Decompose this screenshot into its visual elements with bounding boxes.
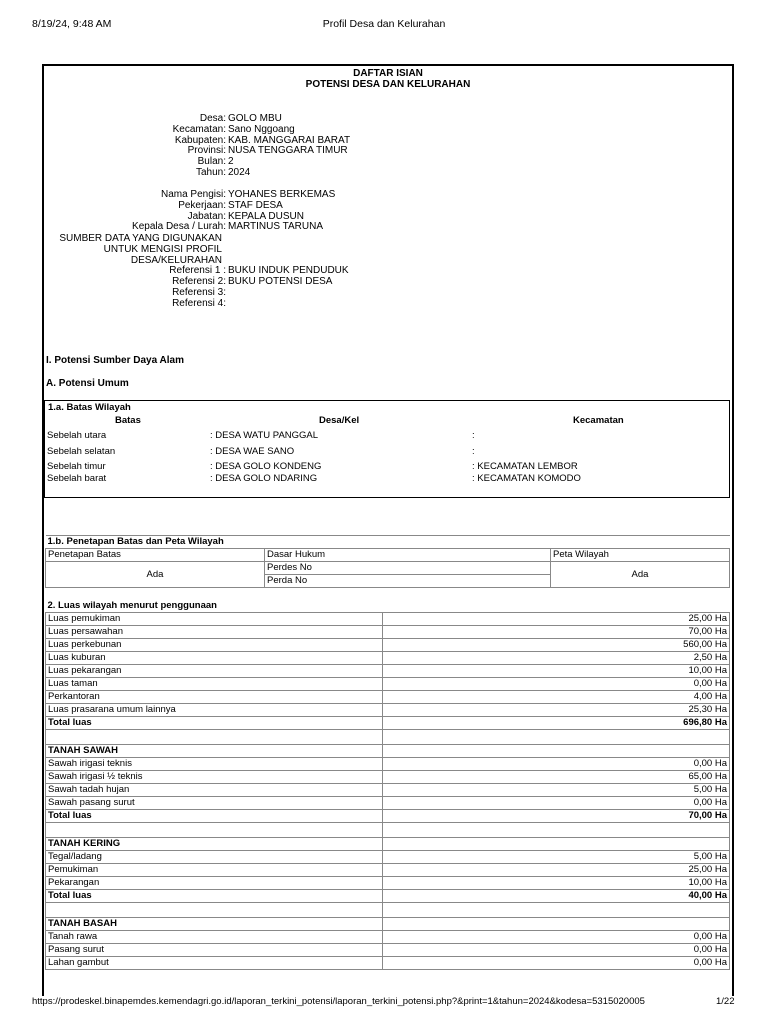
row-value: 10,00 Ha bbox=[383, 665, 730, 678]
row-value: 5,00 Ha bbox=[383, 851, 730, 864]
source-heading: SUMBER DATA YANG DIGUNAKAN bbox=[59, 233, 222, 244]
section-heading: A. Potensi Umum bbox=[46, 378, 129, 389]
total-value: 70,00 Ha bbox=[383, 810, 730, 823]
info-label: Tahun: bbox=[195, 167, 226, 178]
boundary-district: : bbox=[472, 430, 475, 441]
row-label: Sawah irigasi teknis bbox=[46, 758, 383, 771]
row-label: Tanah rawa bbox=[46, 931, 383, 944]
table-row bbox=[46, 613, 730, 626]
info-value: YOHANES BERKEMAS bbox=[228, 189, 336, 200]
boundary-village: : DESA GOLO NDARING bbox=[210, 473, 318, 484]
total-value: 40,00 Ha bbox=[383, 890, 730, 903]
total-value: 696,80 Ha bbox=[383, 717, 730, 730]
boundary-village: : DESA WAE SANO bbox=[210, 446, 295, 457]
legal-basis-perdes: Perdes No bbox=[265, 562, 551, 575]
boundary-side: Sebelah selatan bbox=[47, 446, 116, 457]
column-header: Peta Wilayah bbox=[551, 549, 730, 562]
table-row bbox=[46, 758, 730, 771]
reference-label: Referensi 1 : bbox=[169, 265, 226, 277]
print-date: 8/19/24, 9:48 AM bbox=[32, 18, 112, 30]
total-label: Total luas bbox=[46, 717, 383, 730]
row-label: Luas prasarana umum lainnya bbox=[46, 704, 383, 717]
table-row bbox=[46, 797, 730, 810]
row-label: Tegal/ladang bbox=[46, 851, 383, 864]
row-value: 0,00 Ha bbox=[383, 944, 730, 957]
legal-basis-perda: Perda No bbox=[265, 575, 551, 588]
row-label: Perkantoran bbox=[46, 691, 383, 704]
table-row bbox=[46, 771, 730, 784]
doc-subtitle: POTENSI DESA DAN KELURAHAN bbox=[305, 79, 471, 90]
table-row bbox=[46, 957, 730, 970]
source-heading: UNTUK MENGISI PROFIL bbox=[103, 243, 222, 255]
info-label: Provinsi: bbox=[187, 145, 226, 157]
total-label: Total luas bbox=[46, 890, 383, 903]
boundary-side: Sebelah barat bbox=[47, 473, 107, 484]
row-value: 0,00 Ha bbox=[383, 957, 730, 970]
total-row bbox=[46, 810, 730, 823]
column-header: Dasar Hukum bbox=[265, 549, 551, 562]
table-row bbox=[46, 931, 730, 944]
data-source-block bbox=[0, 234, 768, 314]
row-value: 5,00 Ha bbox=[383, 784, 730, 797]
subsection-title: TANAH KERING bbox=[46, 838, 383, 851]
table-row bbox=[46, 784, 730, 797]
row-value: 25,00 Ha bbox=[383, 613, 730, 626]
info-label: Kepala Desa / Lurah: bbox=[132, 221, 226, 233]
row-value: 70,00 Ha bbox=[383, 626, 730, 639]
column-header: Penetapan Batas bbox=[46, 549, 265, 562]
section-heading: I. Potensi Sumber Daya Alam bbox=[46, 355, 185, 366]
reference-label: Referensi 2: bbox=[172, 276, 226, 288]
source-heading: DESA/KELURAHAN bbox=[130, 254, 222, 266]
table-row bbox=[46, 639, 730, 652]
info-value: 2 bbox=[228, 156, 234, 168]
reference-label: Referensi 4: bbox=[172, 297, 226, 309]
row-value: 0,00 Ha bbox=[383, 758, 730, 771]
row-value: 0,00 Ha bbox=[383, 678, 730, 691]
info-label: Nama Pengisi: bbox=[160, 189, 226, 200]
boundary-district: : KECAMATAN KOMODO bbox=[472, 473, 581, 484]
info-value: 2024 bbox=[228, 167, 251, 178]
total-label: Total luas bbox=[46, 810, 383, 823]
doc-title: DAFTAR ISIAN bbox=[353, 68, 423, 79]
row-label: Lahan gambut bbox=[46, 957, 383, 970]
row-value: 10,00 Ha bbox=[383, 877, 730, 890]
info-value: GOLO MBU bbox=[228, 113, 282, 124]
boundary-village: : DESA WATU PANGGAL bbox=[210, 430, 319, 441]
info-value: KAB. MANGGARAI BARAT bbox=[228, 134, 351, 146]
filler-info bbox=[0, 190, 768, 234]
boundary-side: Sebelah timur bbox=[47, 461, 106, 472]
info-label: Bulan: bbox=[197, 156, 226, 168]
land-use-title: 2. Luas wilayah menurut penggunaan bbox=[46, 600, 730, 613]
row-value: 25,00 Ha bbox=[383, 864, 730, 877]
row-value: 65,00 Ha bbox=[383, 771, 730, 784]
subsection-title: TANAH SAWAH bbox=[46, 745, 383, 758]
land-use-table bbox=[45, 600, 730, 970]
table-row bbox=[46, 665, 730, 678]
row-label: Luas perkebunan bbox=[46, 639, 383, 652]
row-label: Luas taman bbox=[46, 678, 383, 691]
column-header: Batas bbox=[115, 415, 141, 426]
table-row bbox=[46, 678, 730, 691]
table-row bbox=[46, 704, 730, 717]
info-value: KEPALA DUSUN bbox=[228, 210, 304, 222]
row-value: 4,00 Ha bbox=[383, 691, 730, 704]
row-label: Pemukiman bbox=[46, 864, 383, 877]
row-label: Sawah tadah hujan bbox=[46, 784, 383, 797]
row-label: Sawah irigasi ½ teknis bbox=[46, 771, 383, 784]
table-row bbox=[46, 691, 730, 704]
row-label: Sawah pasang surut bbox=[46, 797, 383, 810]
row-label: Pekarangan bbox=[46, 877, 383, 890]
row-label: Luas kuburan bbox=[46, 652, 383, 665]
row-value: 560,00 Ha bbox=[383, 639, 730, 652]
footer-url: https://prodeskel.binapemdes.kemendagri.go.id/laporan_terkini_potensi/laporan_terkini_potensi.php?&print=1&tahun=2024&kodesa=5315020005 bbox=[32, 996, 645, 1007]
total-row bbox=[46, 717, 730, 730]
subsection-title: TANAH BASAH bbox=[46, 918, 383, 931]
print-page-title: Profil Desa dan Kelurahan bbox=[322, 18, 446, 30]
info-label: Kecamatan: bbox=[172, 123, 226, 135]
info-value: Sano Nggoang bbox=[228, 123, 295, 135]
info-value: STAF DESA bbox=[228, 199, 283, 211]
boundary-title: 1.a. Batas Wilayah bbox=[48, 402, 131, 413]
row-label: Pasang surut bbox=[46, 944, 383, 957]
boundary-table bbox=[44, 400, 730, 498]
demarcation-title: 1.b. Penetapan Batas dan Peta Wilayah bbox=[46, 536, 730, 549]
table-row bbox=[46, 652, 730, 665]
boundary-village: : DESA GOLO KONDENG bbox=[210, 461, 322, 472]
row-value: 0,00 Ha bbox=[383, 931, 730, 944]
info-label: Desa: bbox=[199, 113, 226, 124]
info-label: Jabatan: bbox=[187, 210, 226, 222]
footer-page-number: 1/22 bbox=[716, 996, 735, 1007]
table-row bbox=[46, 864, 730, 877]
reference-label: Referensi 3: bbox=[172, 287, 226, 298]
info-label: Pekerjaan: bbox=[178, 199, 226, 211]
row-label: Luas persawahan bbox=[46, 626, 383, 639]
boundary-side: Sebelah utara bbox=[47, 430, 107, 441]
column-header: Desa/Kel bbox=[319, 415, 360, 426]
info-value: MARTINUS TARUNA bbox=[228, 221, 324, 233]
column-header: Kecamatan bbox=[573, 415, 624, 426]
row-label: Luas pekarangan bbox=[46, 665, 383, 678]
row-value: 2,50 Ha bbox=[383, 652, 730, 665]
total-row bbox=[46, 890, 730, 903]
demarcation-table bbox=[45, 535, 730, 588]
info-label: Kabupaten: bbox=[174, 134, 226, 146]
demarcation-status: Ada bbox=[46, 562, 265, 588]
row-value: 0,00 Ha bbox=[383, 797, 730, 810]
table-row bbox=[46, 944, 730, 957]
map-status: Ada bbox=[551, 562, 730, 588]
table-row bbox=[46, 877, 730, 890]
info-value: NUSA TENGGARA TIMUR bbox=[228, 145, 348, 157]
boundary-district: : KECAMATAN LEMBOR bbox=[472, 461, 578, 472]
boundary-district: : bbox=[472, 446, 475, 457]
table-row bbox=[46, 626, 730, 639]
row-value: 25,30 Ha bbox=[383, 704, 730, 717]
row-label: Luas pemukiman bbox=[46, 613, 383, 626]
reference-value: BUKU POTENSI DESA bbox=[228, 276, 333, 288]
table-row bbox=[46, 851, 730, 864]
location-info bbox=[0, 114, 768, 184]
reference-value: BUKU INDUK PENDUDUK bbox=[228, 265, 349, 277]
